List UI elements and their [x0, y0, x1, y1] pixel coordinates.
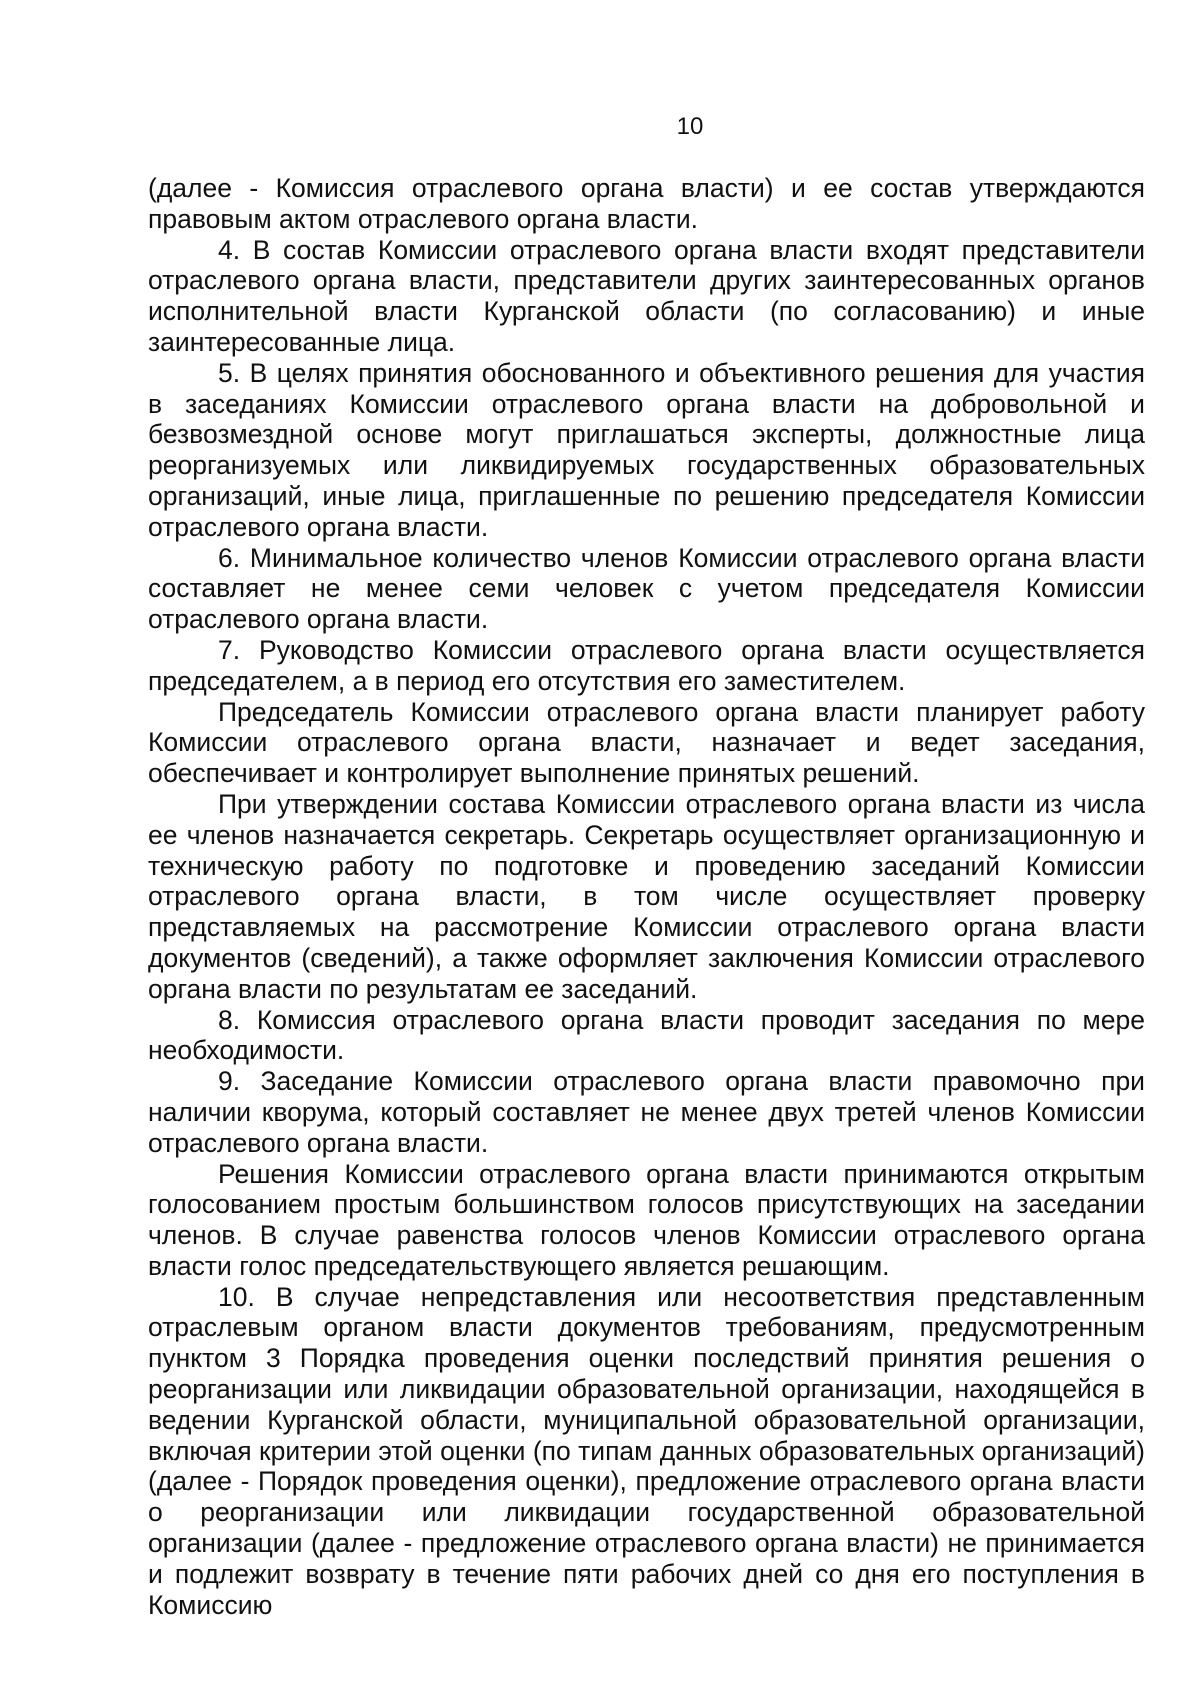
paragraph-continuation: (далее - Комиссия отраслевого органа власти) и ее состав утверждаются правовым актом отраслевого органа власти. [148, 173, 1145, 234]
paragraph-item-5: 5. В целях принятия обоснованного и объективного решения для участия в заседаниях Комиссии отраслевого органа власти на добровольной и безвозмездной основе могут приглашаться эксперты, должностные лица реорганизуемых или ликвидируемых государственных образовательных организаций, иные лица, приглашенные по решению председателя Комиссии отраслевого органа власти. [148, 357, 1145, 542]
paragraph-decisions: Решения Комиссии отраслевого органа власти принимаются открытым голосованием простым большинством голосов присутствующих на заседании членов. В случае равенства голосов членов Комиссии отраслевого органа власти голос председательствующего является решающим. [148, 1158, 1145, 1281]
document-body [148, 173, 1145, 1620]
paragraph-item-8: 8. Комиссия отраслевого органа власти проводит заседания по мере необходимости. [148, 1004, 1145, 1066]
paragraph-item-7: 7. Руководство Комиссии отраслевого органа власти осуществляется председателем, а в период его отсутствия его заместителем. [148, 634, 1145, 696]
page-number: 10 [676, 113, 704, 140]
paragraph-chairman: Председатель Комиссии отраслевого органа власти планирует работу Комиссии отраслевого органа власти, назначает и ведет заседания, обеспечивает и контролирует выполнение принятых решений. [148, 696, 1145, 789]
paragraph-secretary: При утверждении состава Комиссии отраслевого органа власти из числа ее членов назначается секретарь. Секретарь осуществляет организационную и техническую работу по подготовке и проведению заседаний Комиссии отраслевого органа власти, в том числе осуществляет проверку представляемых на рассмотрение Комиссии отраслевого органа власти документов (сведений), а также оформляет заключения Комиссии отраслевого органа власти по результатам ее заседаний. [148, 788, 1145, 1004]
paragraph-item-6: 6. Минимальное количество членов Комиссии отраслевого органа власти составляет не менее семи человек с учетом председателя Комиссии отраслевого органа власти. [148, 542, 1145, 635]
paragraph-item-4: 4. В состав Комиссии отраслевого органа власти входят представители отраслевого органа власти, представители других заинтересованных органов исполнительной власти Курганской области (по согласованию) и иные заинтересованные лица. [148, 234, 1145, 357]
paragraph-item-10: 10. В случае непредставления или несоответствия представленным отраслевым органом власти документов требованиям, предусмотренным пунктом 3 Порядка проведения оценки последствий принятия решения о реорганизации или ликвидации образовательной организации, находящейся в ведении Курганской области, муниципальной образовательной организации, включая критерии этой оценки (по типам данных образовательных организаций) (далее - Порядок проведения оценки), предложение отраслевого органа власти о реорганизации или ликвидации государственной образовательной организации (далее - предложение отраслевого органа власти) не принимается и подлежит возврату в течение пяти рабочих дней со дня его поступления в Комиссию [148, 1281, 1145, 1620]
paragraph-item-9: 9. Заседание Комиссии отраслевого органа власти правомочно при наличии кворума, который составляет не менее двух третей членов Комиссии отраслевого органа власти. [148, 1066, 1145, 1158]
